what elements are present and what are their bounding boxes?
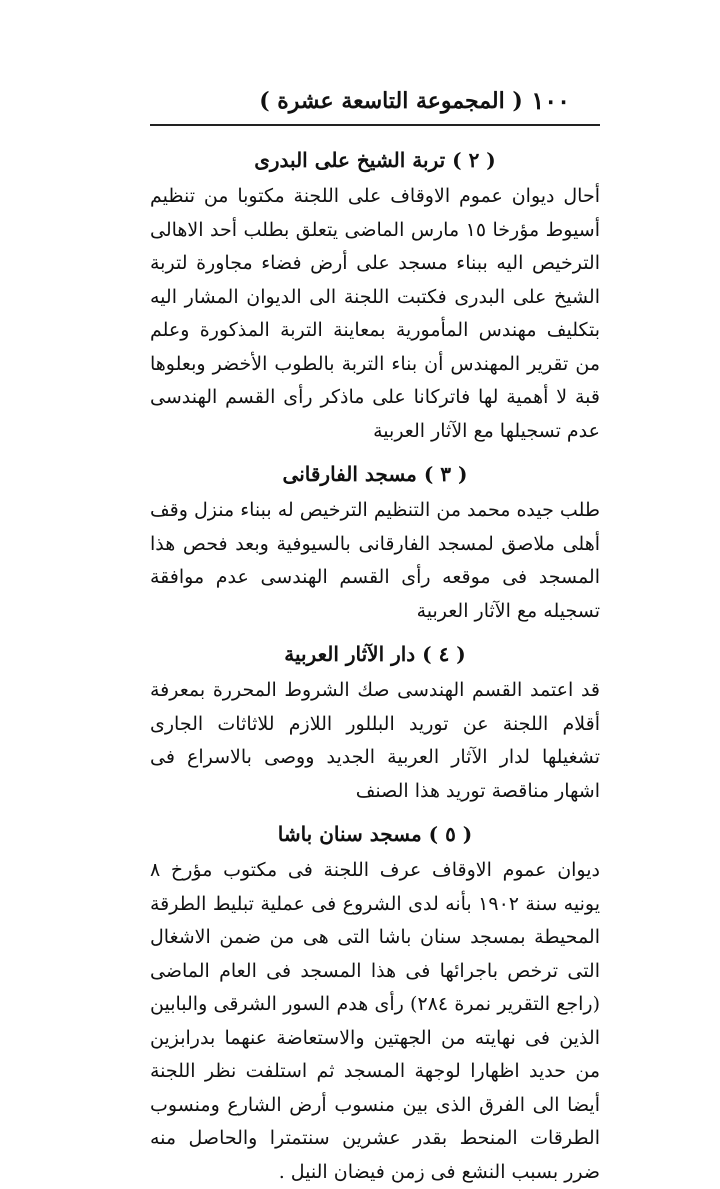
page-content [150,140,600,1189]
section-title-sinan-pasha-mosque: ( ٥ ) مسجد سنان باشا [277,822,473,846]
page-header [246,86,720,122]
section-title-tomb-sheikh-ali-badri: ( ٢ ) تربة الشيخ على البدرى [254,148,496,172]
header-divider [150,124,600,126]
section-body-sinan-pasha-mosque: ديوان عموم الاوقاف عرف اللجنة فى مكتوب مؤرخ ٨ يونيه سنة ١٩٠٢ بأنه لدى الشروع فى عملية تبليط الطرقة المحيطة بمسجد سنان باشا التى هى من ضمن الاشغال التى ترخص باجرائها فى هذا المسجد فى العام الماضى (راجع التقرير نمرة ٢٨٤) رأى هدم السور الشرقى والبابين الذين فى نهايته من الجهتين والاستعاضة عنهما بدرابزين من حديد اظهارا لوجهة المسجد ثم استلفت نظر اللجنة أيضا الى الفرق الذى بين منسوب أرض الشارع ومنسوب الطرقات المنحط بقدر عشرين سنتمترا والحاصل منه ضرر بسبب النشع فى زمن فيضان النيل . [150,859,600,1183]
page-number: ١٠٠ [531,86,570,115]
section-body-fariqani-mosque: طلب جيده محمد من التنظيم الترخيص له ببناء منزل وقف أهلى ملاصق لمسجد الفارقانى بالسيوفية وبعد فحص هذا المسجد فى موقعه رأى القسم الهندسى عدم موافقة تسجيله مع الآثار العربية [150,499,600,622]
running-title: ( المجموعة التاسعة عشرة ) [259,88,523,114]
section-body-arab-museum: قد اعتمد القسم الهندسى صك الشروط المحررة بمعرفة أقلام اللجنة عن توريد البللور اللازم للاثاثات الجارى تشغيلها لدار الآثار العربية الجديد ووصى بالاسراع فى اشهار مناقصة توريد هذا الصنف [150,679,600,802]
section-title-arab-museum: ( ٤ ) دار الآثار العربية [284,642,466,666]
section-body-tomb-sheikh-ali-badri: أحال ديوان عموم الاوقاف على اللجنة مكتوبا من تنظيم أسيوط مؤرخا ١٥ مارس الماضى يتعلق بطلب أحد الاهالى الترخيص اليه ببناء مسجد على أرض فضاء مجاورة لتربة الشيخ على البدرى فكتبت اللجنة الى الديوان المشار اليه بتكليف مهندس المأمورية بمعاينة التربة المذكورة وعلم من تقرير المهندس أن بناء التربة بالطوب الأخضر وبعلوها قبة لا أهمية لها فاتركانا على ماذكر رأى القسم الهندسى عدم تسجيلها مع الآثار العربية [150,185,600,442]
section-title-fariqani-mosque: ( ٣ ) مسجد الفارقانى [282,462,468,486]
